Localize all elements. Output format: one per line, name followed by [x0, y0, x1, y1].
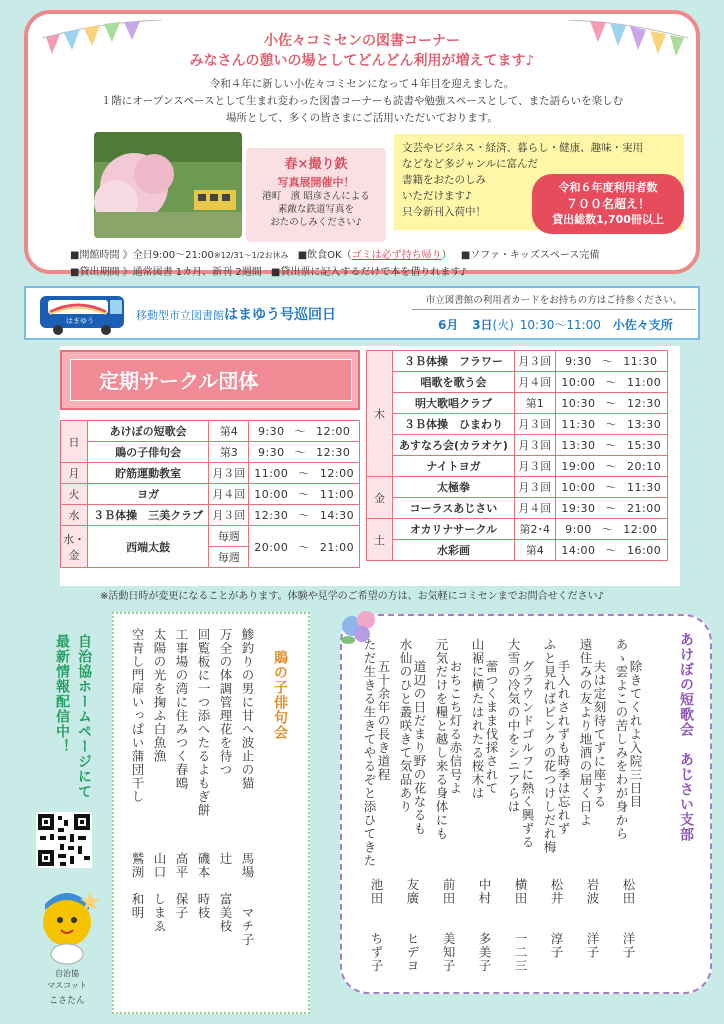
circle-tilde: ～ — [605, 481, 618, 494]
notice-subtitle: みなさんの憩いの場としてどんどん利用が増えてます♪ — [189, 53, 535, 69]
haiku-author: 鷲渕 和明 — [130, 852, 145, 920]
haiku-poem: 太陽の光を掬ふ白魚漁 — [152, 628, 167, 763]
circle-start: 9:00 — [565, 523, 592, 536]
circle-end: 16:00 — [627, 544, 662, 557]
circle-start: 10:30 — [561, 397, 596, 410]
circle-frequency: 月４回 — [514, 372, 555, 393]
intro-line-3: 場所として、多くの皆さまにご活用いただいております。 — [226, 112, 498, 124]
circle-day: 木 — [367, 351, 393, 477]
circle-start: 19:00 — [561, 460, 596, 473]
circle-row — [367, 519, 668, 540]
circle-time — [555, 519, 667, 540]
tanka-poem-line: 遠住みの友より地酒の届く日よ — [578, 638, 593, 827]
genre-line: 文芸やビジネス・経済、暮らし・健康、趣味・実用 — [402, 142, 644, 154]
library-notice-box — [24, 10, 700, 278]
circle-name: 貯筋運動教室 — [88, 463, 209, 484]
circle-name: あすなろ会(カラオケ) — [393, 435, 515, 456]
exhibit-line: 素敵な鉄道写真を — [277, 204, 354, 215]
circle-start: 9:30 — [257, 446, 285, 459]
circle-name: 鵙の子俳句会 — [88, 442, 209, 463]
circle-tilde: ～ — [605, 460, 618, 473]
circle-tilde: ～ — [601, 355, 614, 368]
circle-name: 唱歌を歌う会 — [393, 372, 515, 393]
tanka-author: 松田 洋子 — [621, 878, 636, 959]
loan-period: ■貸出期間 》通常図書 1カ月、新刊 2週間 — [70, 267, 262, 278]
tanka-poem-line: 山裾に横たはれたる桜木は — [470, 638, 485, 800]
tanka-author: 友廣 ヒデヨ — [405, 878, 420, 973]
circle-time — [249, 421, 360, 442]
mascot-icon — [32, 874, 102, 974]
circle-name: ３Ｂ体操 ひまわり — [393, 414, 515, 435]
tanka-poem-line: ふと見ればピンクの花つけしだれ梅 — [542, 638, 557, 854]
tanka-section — [340, 614, 712, 994]
circle-end: 12:30 — [316, 446, 351, 459]
exhibit-line: おたのしみください♪ — [270, 217, 362, 228]
circle-frequency: 月４回 — [514, 498, 555, 519]
usage-stats-badge — [532, 174, 684, 234]
circle-tilde: ～ — [294, 425, 307, 438]
circle-name: コーラスあじさい — [393, 498, 515, 519]
food-ok-end: ） — [441, 250, 452, 261]
haiku-poem: 工事場の湾に住みつく春鴎 — [174, 628, 189, 790]
circle-row — [367, 456, 668, 477]
circle-end: 11:00 — [627, 376, 662, 389]
circle-tilde: ～ — [298, 509, 310, 522]
info-row-1 — [70, 246, 710, 261]
tanka-poem-line: あゝ雲よこの苦しみをわが身から — [614, 638, 629, 841]
circle-start: 9:30 — [257, 425, 285, 438]
circle-time — [249, 526, 360, 568]
tanka-author: 池田 ちず子 — [369, 878, 384, 973]
circle-start: 19:30 — [561, 502, 596, 515]
exhibit-title: 春×撮り鉄 — [284, 157, 348, 172]
bus-icon — [38, 292, 128, 336]
circle-tilde: ～ — [298, 488, 310, 501]
haiku-poem: 回覧板に一つ添へたるよもぎ餅 — [196, 628, 211, 817]
circle-end: 20:10 — [627, 460, 662, 473]
circle-time — [555, 372, 667, 393]
circles-section — [60, 346, 680, 586]
haiku-poem: 空青し門扉いっぱい蒲団干し — [130, 628, 145, 804]
trash-note: ゴミは必ず持ち帰り — [351, 250, 442, 261]
genre-line: 只今新刊入荷中！ — [402, 206, 486, 218]
bookmobile-title-post: 巡回日 — [294, 307, 336, 323]
opening-hours: ■開館時間 》全日9:00～21:00 — [70, 250, 214, 261]
circle-row — [61, 484, 360, 505]
circle-frequency: 月３回 — [209, 463, 249, 484]
bookmobile-title — [136, 304, 336, 324]
circle-day: 水 — [61, 505, 88, 526]
circle-start: 12:30 — [254, 509, 289, 522]
circle-day: 水・金 — [61, 526, 88, 568]
circle-frequency: 月３回 — [514, 477, 555, 498]
sofa-kids-space: ■ソファ・キッズスペース完備 — [460, 250, 600, 261]
visit-month: 6月 — [438, 318, 459, 332]
circle-end: 21:00 — [627, 502, 662, 515]
exhibit-subtitle: 写真展開催中！ — [277, 176, 355, 189]
circles-banner-title: 定期サークル団体 — [70, 359, 352, 401]
circle-day: 土 — [367, 519, 393, 561]
tanka-author: 松井 淳子 — [549, 878, 564, 959]
tanka-poem-line: 蕾つくまま伐採されて — [484, 660, 499, 795]
bookmobile-date — [438, 316, 673, 333]
circle-frequency: 毎週 — [209, 547, 249, 568]
bus-side-text: はまゆう — [66, 317, 94, 325]
circle-time — [555, 540, 667, 561]
circle-row — [367, 498, 668, 519]
tanka-poem-line: 五十余年の長き道程 — [376, 660, 391, 782]
genre-line: 書籍をおたのしみ — [402, 174, 486, 186]
circle-name: オカリナサークル — [393, 519, 515, 540]
circle-tilde: ～ — [605, 544, 618, 557]
bookmobile-title-pre: 移動型市立図書館 — [136, 309, 224, 322]
stats-line: 令和６年度利用者数 — [558, 181, 658, 194]
circle-start: 11:30 — [561, 418, 596, 431]
circle-start: 10:00 — [254, 488, 289, 501]
circle-row — [367, 372, 668, 393]
circle-end: 12:00 — [316, 425, 351, 438]
tanka-poem-line: ただ生きる生きてやるぞと添ひてきた — [362, 638, 377, 868]
intro-line-2: １階にオープンスペースとして生まれ変わった図書コーナーも読書や勉強スペースとして、また語らいを楽しむ — [100, 95, 624, 107]
circle-tilde: ～ — [605, 418, 618, 431]
visit-weekday: (火) — [492, 318, 514, 332]
visit-place: 小佐々支所 — [612, 318, 673, 332]
circle-time — [555, 477, 667, 498]
circle-row — [61, 505, 360, 526]
circle-frequency: 月３回 — [514, 435, 555, 456]
tanka-poem-line: 道辺の日だまり野の花なるも — [412, 660, 427, 836]
visit-time: 10:30～11:00 — [519, 318, 601, 332]
circle-start: 10:00 — [561, 376, 596, 389]
circle-frequency: 第3 — [209, 442, 249, 463]
haiku-title: 鵙の子俳句会 — [272, 650, 288, 740]
qr-code-icon[interactable] — [36, 812, 92, 868]
circle-day: 火 — [61, 484, 88, 505]
visit-day: 3日 — [472, 318, 493, 332]
genre-line: いただけます♪ — [402, 190, 472, 202]
circle-frequency: 第4 — [514, 540, 555, 561]
haiku-section — [112, 612, 310, 1014]
circle-start: 11:00 — [254, 467, 289, 480]
haiku-author: 磯本 時枝 — [196, 852, 211, 920]
circle-frequency: 月３回 — [209, 505, 249, 526]
tanka-poem-line: 水仙のひと叢咲きて気品あり — [398, 638, 413, 814]
circle-row — [61, 526, 360, 547]
circle-frequency: 月３回 — [514, 456, 555, 477]
circle-start: 13:30 — [561, 439, 596, 452]
tanka-author: 岩波 洋子 — [585, 878, 600, 959]
circle-row — [61, 463, 360, 484]
circle-frequency: 月３回 — [514, 351, 555, 372]
tanka-author: 前田 美知子 — [441, 878, 456, 973]
mascot-label-org: 自治協 — [55, 969, 79, 978]
food-ok: ■飲食OK（ — [297, 250, 352, 261]
stats-line: ７００名超え！ — [565, 197, 650, 211]
circle-day: 日 — [61, 421, 88, 463]
circle-time — [555, 456, 667, 477]
circle-tilde: ～ — [605, 397, 618, 410]
circle-frequency: 第4 — [209, 421, 249, 442]
stats-line: 貸出総数1,700冊以上 — [552, 213, 664, 226]
circle-row — [61, 442, 360, 463]
circle-row — [367, 477, 668, 498]
exhibit-line: 港町 濱 昭彦さんによる — [262, 191, 370, 202]
tanka-poem-line: 元気だけを糧と越し来る身体にも — [434, 638, 449, 841]
circle-frequency: 月３回 — [514, 414, 555, 435]
circle-end: 13:30 — [627, 418, 662, 431]
loan-card: ■貸出票に記入するだけで本を借りれます♪ — [270, 267, 467, 278]
circle-row — [367, 351, 668, 372]
haiku-author: 馬場 マチ子 — [240, 852, 255, 947]
circle-name: 明大歌唱クラブ — [393, 393, 515, 414]
holiday-note: ※12/31～1/2お休み — [213, 251, 289, 260]
circle-end: 11:30 — [623, 355, 658, 368]
circle-row — [367, 393, 668, 414]
circle-name: 水彩画 — [393, 540, 515, 561]
homepage-line-1: 自治協ホームページにて — [76, 634, 92, 799]
circle-tilde: ～ — [298, 467, 310, 480]
circle-tilde: ～ — [298, 540, 310, 554]
circles-table-left — [60, 420, 360, 568]
circle-start: 20:00 — [254, 540, 289, 554]
tanka-poem-line: 夫は定刻待てずに座する — [592, 660, 607, 809]
circle-start: 9:30 — [565, 355, 592, 368]
circle-name: ヨガ — [88, 484, 209, 505]
haiku-author: 山口 しまゑ — [152, 852, 167, 933]
circle-frequency: 月４回 — [209, 484, 249, 505]
circle-name: 西端太鼓 — [88, 526, 209, 568]
circle-time — [249, 442, 360, 463]
haiku-poem: 鯵釣りの男に甘へ波止の猫 — [240, 628, 255, 790]
circle-end: 21:00 — [319, 540, 355, 554]
genre-line: などなど多ジャンルに富んだ — [402, 158, 539, 170]
circles-banner — [60, 350, 360, 410]
bookmobile-card-note: 市立図書館の利用者カードをお持ちの方はご持参ください。 — [412, 292, 696, 310]
circle-time — [555, 393, 667, 414]
circle-end: 12:00 — [319, 467, 355, 480]
circle-frequency: 第2･4 — [514, 519, 555, 540]
circle-row — [61, 421, 360, 442]
tanka-title: あけぼの短歌会 あじさい支部 — [678, 632, 694, 842]
circle-frequency: 毎週 — [209, 526, 249, 547]
circle-tilde: ～ — [605, 376, 618, 389]
circle-time — [249, 505, 360, 526]
mascot-label-role: マスコット — [47, 981, 87, 990]
circle-name: ３Ｂ体操 三美クラブ — [88, 505, 209, 526]
tanka-poem-line: 手入れされずも時季は忘れず — [556, 660, 571, 836]
circle-frequency: 第1 — [514, 393, 555, 414]
tanka-poem-line: 大雪の冷気の中をシニアらは — [506, 638, 521, 814]
tanka-poem-line: おちこち灯る赤信号よ — [448, 660, 463, 795]
tanka-poem-line: グラウンドゴルフに熱く興ずる — [520, 660, 535, 849]
circle-day: 金 — [367, 477, 393, 519]
circle-end: 11:30 — [627, 481, 662, 494]
info-row-2 — [70, 263, 710, 278]
circle-end: 12:30 — [627, 397, 662, 410]
circle-time — [555, 498, 667, 519]
circle-name: ３Ｂ体操 フラワー — [393, 351, 515, 372]
circle-row — [367, 540, 668, 561]
haiku-poem: 万全の体調管理花を待つ — [218, 628, 233, 777]
circle-tilde: ～ — [601, 523, 614, 536]
circle-time — [555, 435, 667, 456]
circle-start: 14:00 — [561, 544, 596, 557]
tanka-author: 中村 多美子 — [477, 878, 492, 973]
circle-name: 太極拳 — [393, 477, 515, 498]
haiku-author: 辻 富美枝 — [218, 852, 233, 933]
circle-end: 12:00 — [623, 523, 658, 536]
circle-row — [367, 414, 668, 435]
notice-title: 小佐々コミセンの図書コーナー — [264, 33, 460, 49]
intro-line-1: 令和４年に新しい小佐々コミセンになって４年目を迎えました。 — [209, 78, 515, 90]
tanka-author: 横田 一二三 — [513, 878, 528, 973]
circle-time — [555, 351, 667, 372]
homepage-line-2: 最新情報配信中！ — [54, 634, 70, 754]
circle-time — [249, 484, 360, 505]
circles-note: ※活動日時が変更になることがあります。体験や見学のご希望の方は、お気軽にコミセンまでお問合せください♪ — [100, 591, 604, 602]
circle-name: あけぼの短歌会 — [88, 421, 209, 442]
circle-start: 10:00 — [561, 481, 596, 494]
circle-name: ナイトヨガ — [393, 456, 515, 477]
homepage-notice — [34, 634, 94, 834]
circle-day: 月 — [61, 463, 88, 484]
circle-end: 11:00 — [319, 488, 355, 501]
circles-table-right — [366, 350, 668, 561]
photo-exhibit-box — [246, 148, 386, 242]
circle-tilde: ～ — [294, 446, 307, 459]
mascot-name: こさたん — [48, 996, 85, 1006]
circle-end: 14:30 — [319, 509, 355, 522]
bookmobile-box — [24, 286, 700, 340]
circle-row — [367, 435, 668, 456]
circle-tilde: ～ — [605, 502, 618, 515]
train-photo — [94, 132, 242, 238]
circle-tilde: ～ — [605, 439, 618, 452]
circle-time — [249, 463, 360, 484]
circle-time — [555, 414, 667, 435]
tanka-poem-line: 除きてくれよ入院三日目 — [628, 660, 643, 809]
bookmobile-title-main: はまゆう号 — [224, 307, 294, 323]
circle-end: 15:30 — [627, 439, 662, 452]
haiku-author: 高平 保子 — [174, 852, 189, 920]
